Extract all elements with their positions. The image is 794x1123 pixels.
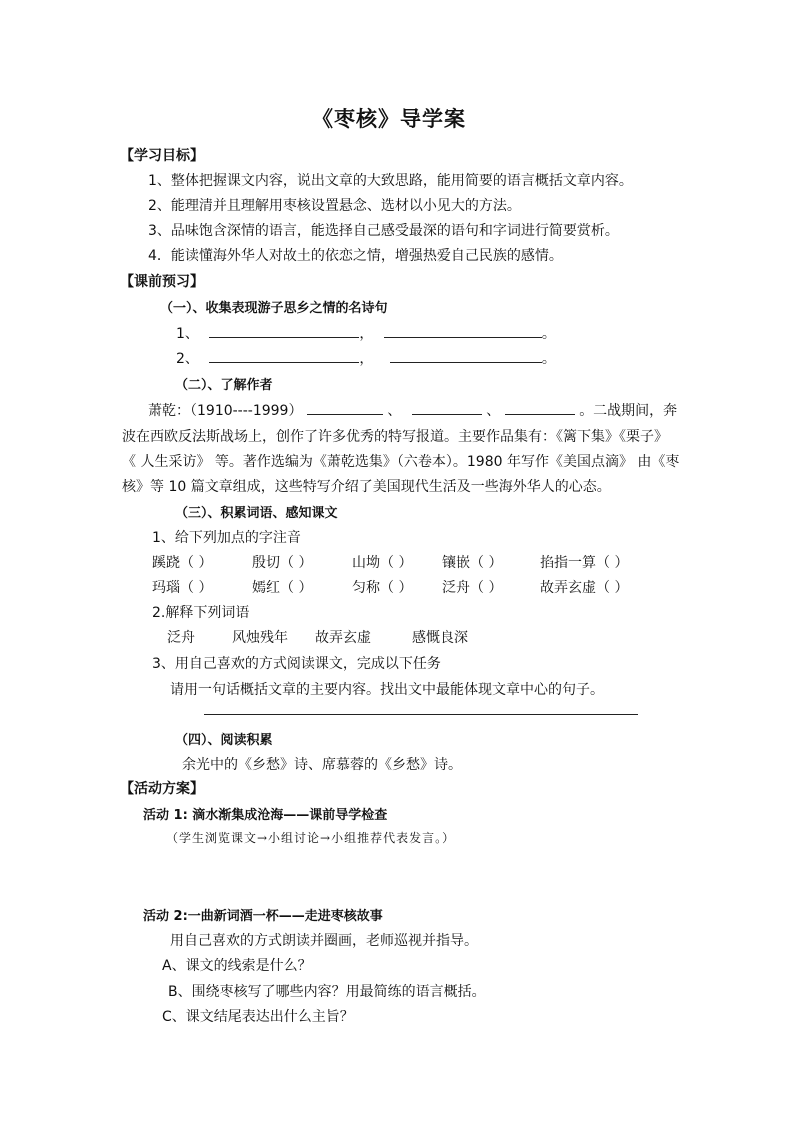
period: 。	[541, 351, 556, 367]
preview-heading: 【课前预习】	[120, 274, 204, 290]
task-text: 请用一句话概括文章的主要内容。找出文中最能体现文章中心的句子。	[170, 682, 604, 698]
goal-item: 1、整体把握课文内容，说出文章的大致思路，能用简要的语言概括文章内容。	[148, 173, 633, 189]
fill-blank[interactable]	[307, 400, 383, 415]
separator: 、	[387, 403, 402, 419]
word-item: 嫣红（ ）	[252, 580, 313, 596]
activity-2-question-b: B、围绕枣核写了哪些内容？用最简练的语言概括。	[168, 984, 486, 1000]
page-title: 《枣核》导学案	[312, 107, 466, 131]
fill-blank[interactable]	[505, 400, 575, 415]
fill-blank[interactable]	[390, 348, 542, 363]
activity-1-title: 活动 1: 滴水渐集成沧海——课前导学检查	[143, 808, 388, 823]
term-item: 风烛残年	[232, 630, 288, 646]
author-prefix: 萧乾：（1910----1999）	[148, 403, 303, 419]
word-item: 殷切（ ）	[252, 555, 313, 571]
comma: ，	[359, 351, 374, 367]
poem-line-2	[176, 348, 556, 368]
author-line-4: 核》等 10 篇文章组成，这些特写介绍了美国现代生活及一些海外华人的心态。	[122, 479, 611, 495]
word-item: 玛瑙（ ）	[152, 580, 213, 596]
term-item: 感慨良深	[412, 630, 468, 646]
activity-2-question-a: A、课文的线索是什么？	[162, 958, 312, 974]
term-item: 泛舟	[167, 630, 195, 646]
fill-blank[interactable]	[209, 348, 359, 363]
reading-text: 余光中的《乡愁》诗、席慕蓉的《乡愁》诗。	[182, 757, 462, 773]
poem-line-number: 1、	[176, 326, 199, 342]
author-suffix: 。二战期间，奔	[579, 403, 678, 419]
question-3: 3、用自己喜欢的方式阅读课文，完成以下任务	[152, 656, 441, 672]
author-line-3: 《 人生采访》 等。著作选编为《萧乾选集》（六卷本）。1980 年写作《美国点滴》 由《枣	[122, 454, 680, 470]
fill-blank[interactable]	[209, 323, 359, 338]
activities-heading: 【活动方案】	[120, 781, 204, 797]
fill-blank[interactable]	[384, 323, 542, 338]
goal-item: 3、品味饱含深情的语言，能选择自己感受最深的语句和字词进行简要赏析。	[148, 223, 619, 239]
word-item: 蹊跷（ ）	[152, 555, 213, 571]
word-item: 镶嵌（ ）	[442, 555, 503, 571]
part1-heading: （一）、收集表现游子思乡之情的名诗句	[160, 301, 388, 316]
author-line-1	[148, 400, 677, 420]
answer-line[interactable]	[204, 714, 638, 715]
part2-heading: （二）、了解作者	[175, 378, 273, 393]
fill-blank[interactable]	[412, 400, 482, 415]
goals-heading: 【学习目标】	[120, 148, 204, 164]
activity-2-title: 活动 2:一曲新词酒一杯——走进枣核故事	[143, 909, 383, 924]
goal-item: 2、能理清并且理解用枣核设置悬念、选材以小见大的方法。	[148, 198, 521, 214]
word-item: 泛舟（ ）	[442, 580, 503, 596]
term-item: 故弄玄虚	[315, 630, 371, 646]
separator: 、	[486, 403, 501, 419]
activity-1-flow: （学生浏览课文→小组讨论→小组推荐代表发言。）	[166, 831, 456, 845]
period: 。	[541, 326, 556, 342]
question-1: 1、给下列加点的字注音	[152, 530, 301, 546]
word-item: 故弄玄虚（ ）	[540, 580, 629, 596]
word-item: 匀称（ ）	[352, 580, 413, 596]
activity-2-intro: 用自己喜欢的方式朗读并圈画，老师巡视并指导。	[170, 933, 478, 949]
poem-line-1	[176, 323, 556, 343]
word-item: 掐指一算（ ）	[540, 555, 629, 571]
author-line-2: 波在西欧反法斯战场上，创作了许多优秀的特写报道。主要作品集有：《篱下集》《栗子》	[122, 429, 668, 445]
part3-heading: （三）、积累词语、感知课文	[175, 506, 338, 521]
goal-item: 4．能读懂海外华人对故土的依恋之情，增强热爱自己民族的感情。	[148, 248, 563, 264]
poem-line-number: 2、	[176, 351, 199, 367]
comma: ，	[359, 326, 374, 342]
part4-heading: （四）、阅读积累	[175, 733, 273, 748]
word-item: 山坳（ ）	[352, 555, 413, 571]
question-2: 2.解释下列词语	[152, 605, 250, 621]
activity-2-question-c: C、课文结尾表达出什么主旨？	[162, 1009, 354, 1025]
